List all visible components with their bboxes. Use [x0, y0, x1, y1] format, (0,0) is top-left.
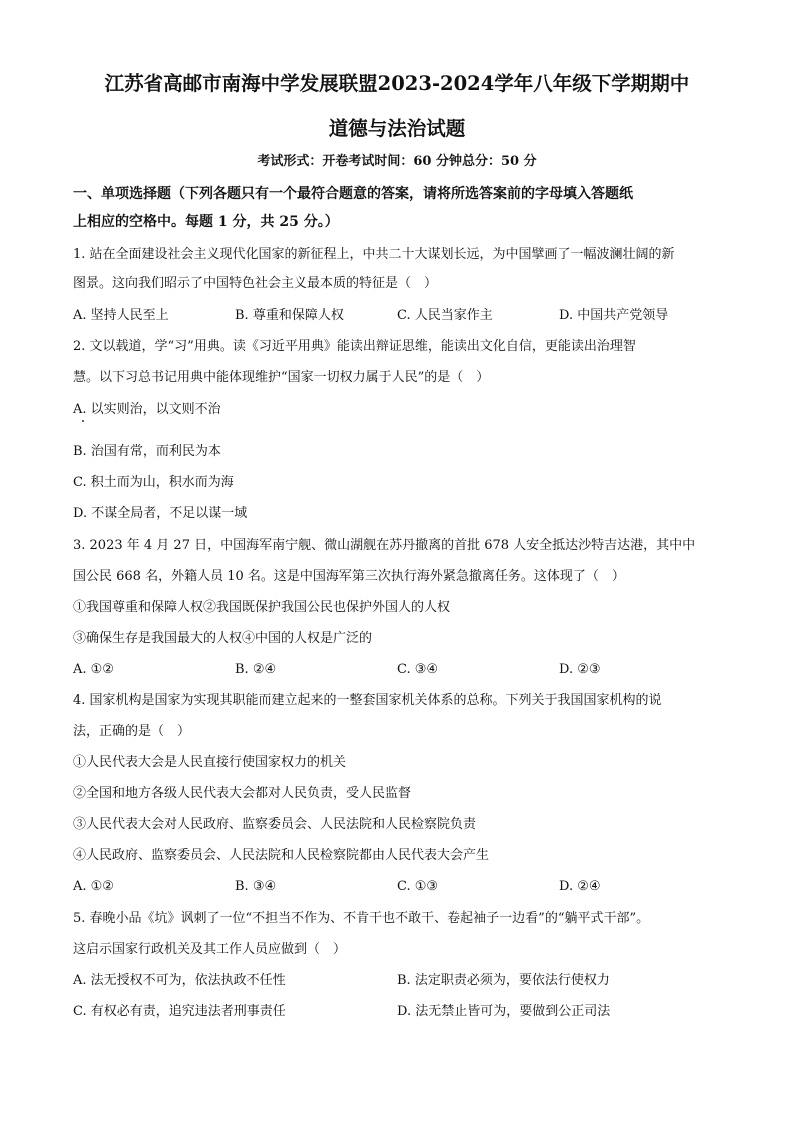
question-4-statement-1: ①人民代表大会是人民直接行使国家权力的机关 [73, 755, 347, 770]
exam-info: 考试形式：开卷考试时间：60 分钟总分：50 分 [257, 154, 537, 169]
question-1-option-c: C. 人民当家作主 [397, 308, 493, 323]
question-5-stem-line1: 5. 春晚小品《坑》讽刺了一位“不担当不作为、不肯干也不敢干、卷起袖子一边看”的“躺平式干部”。 [73, 911, 650, 926]
question-4-option-a: A. ①② [73, 879, 114, 894]
question-2-option-a: A. 以实则治，以文则不治 [73, 402, 221, 417]
question-4-statement-4: ④人民政府、监察委员会、人民法院和人民检察院都由人民代表大会产生 [73, 848, 490, 863]
question-5-option-d: D. 法无禁止皆可为，要做到公正司法 [397, 1004, 611, 1019]
question-5-option-b: B. 法定职责必须为，要依法行使权力 [397, 973, 610, 988]
question-4-option-d: D. ②④ [559, 879, 601, 894]
question-1-option-d: D. 中国共产党领导 [559, 308, 669, 323]
question-1-stem-line1: 1. 站在全面建设社会主义现代化国家的新征程上，中共二十大谋划长远，为中国擘画了一幅波澜壮阔的新 [73, 247, 675, 262]
question-1-option-a: A. 坚持人民至上 [73, 308, 169, 323]
question-1-option-b: B. 尊重和保障人权 [235, 308, 344, 323]
question-1-stem-line2: 图景。这向我们昭示了中国特色社会主义最本质的特征是（ ） [73, 276, 438, 291]
question-2-option-c: C. 积土而为山，积水而为海 [73, 475, 234, 490]
question-2-option-d: D. 不谋全局者，不足以谋一域 [73, 506, 248, 521]
question-2-option-b: B. 治国有常，而利民为本 [73, 444, 221, 459]
question-5-stem-line2: 这启示国家行政机关及其工作人员应做到（ ） [73, 942, 347, 957]
question-4-stem-line1: 4. 国家机构是国家为实现其职能而建立起来的一整套国家机关体系的总称。下列关于我国国家机构的说 [73, 693, 662, 708]
section-heading-line1: 一、单项选择题（下列各题只有一个最符合题意的答案，请将所选答案前的字母填入答题纸 [73, 186, 633, 202]
question-3-stem-line2: 国公民 668 名，外籍人员 10 名。这是中国海军第三次执行海外紧急撤离任务。这体现了（ ） [73, 569, 625, 584]
exam-title-line1: 江苏省高邮市南海中学发展联盟2023-2024学年八年级下学期期中 [104, 72, 690, 95]
exam-title-line2: 道德与法治试题 [328, 117, 466, 140]
question-3-statement-1: ①我国尊重和保障人权②我国既保护我国公民也保护外国人的人权 [73, 600, 451, 615]
question-4-option-c: C. ①③ [397, 879, 439, 894]
question-5-option-c: C. 有权必有责，追究违法者刑事责任 [73, 1004, 286, 1019]
question-4-option-b: B. ③④ [235, 879, 277, 894]
question-3-statement-2: ③确保生存是我国最大的人权④中国的人权是广泛的 [73, 631, 373, 646]
question-3-option-d: D. ②③ [559, 662, 601, 677]
question-2-stem-line2: 慧。以下习总书记用典中能体现维护“国家一切权力属于人民”的是（ ） [73, 370, 490, 385]
question-3-option-a: A. ①② [73, 662, 114, 677]
question-3-stem-line1: 3. 2023 年 4 月 27 日，中国海军南宁舰、微山湖舰在苏丹撤离的首批 678 人安全抵达沙特吉达港，其中中 [73, 538, 696, 553]
question-5-option-a: A. 法无授权不可为，依法执政不任性 [73, 973, 286, 988]
question-3-option-b: B. ②④ [235, 662, 277, 677]
stray-mark [82, 420, 84, 422]
question-4-stem-line2: 法，正确的是（ ） [73, 724, 191, 739]
question-2-stem-line1: 2. 文以载道，学“习”用典。读《习近平用典》能读出辩证思维，能读出文化自信，更能读出治理智 [73, 339, 636, 354]
section-heading-line2: 上相应的空格中。每题 1 分，共 25 分。） [73, 214, 339, 230]
question-4-statement-3: ③人民代表大会对人民政府、监察委员会、人民法院和人民检察院负责 [73, 817, 477, 832]
question-4-statement-2: ②全国和地方各级人民代表大会都对人民负责，受人民监督 [73, 786, 412, 801]
question-3-option-c: C. ③④ [397, 662, 439, 677]
